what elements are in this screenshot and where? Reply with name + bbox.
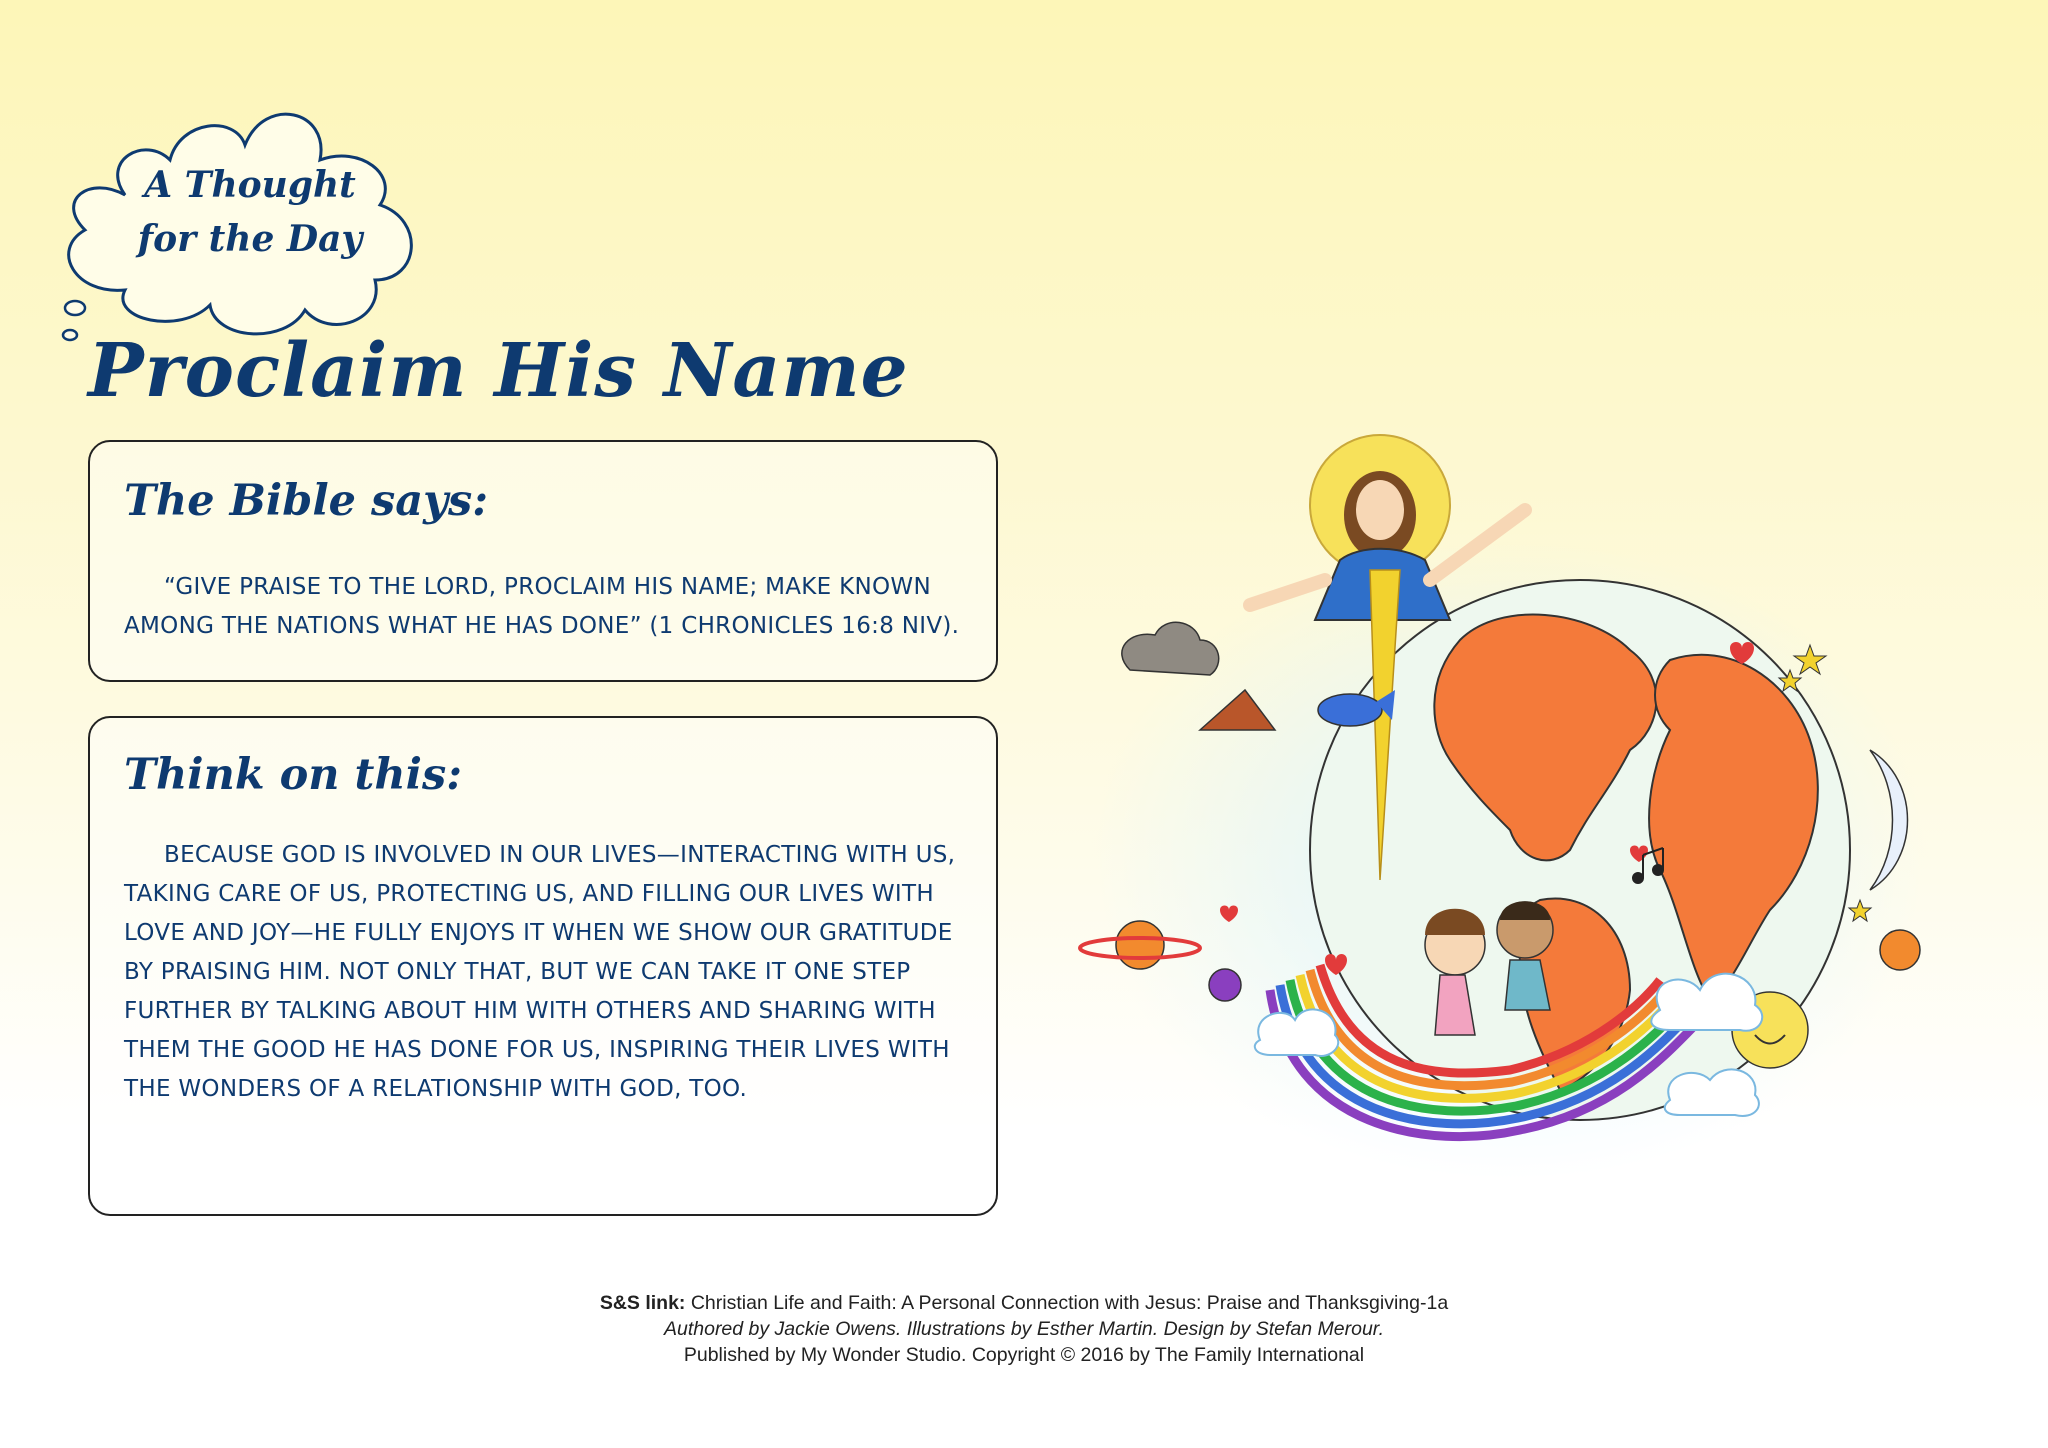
- think-heading: Think on this:: [124, 750, 463, 800]
- think-paragraph: [124, 836, 976, 1109]
- footer-link-text: Christian Life and Faith: A Personal Connection with Jesus: Praise and Thanksgiving-1a: [690, 1292, 1449, 1314]
- page-title: Proclaim His Name: [88, 328, 909, 414]
- footer: [0, 1290, 2048, 1368]
- footer-copyright: Published by My Wonder Studio. Copyright © 2016 by The Family International: [683, 1344, 1365, 1366]
- cloud-line-2: for the Day: [137, 218, 363, 260]
- bible-says-panel: [88, 440, 998, 682]
- footer-credits: Authored by Jackie Owens. Illustrations by Esther Martin. Design by Stefan Merour.: [663, 1318, 1384, 1340]
- think-body: BECAUSE GOD IS INVOLVED IN OUR LIVES—INTERACTING WITH US, TAKING CARE OF US, PROTECTING US, AND FILLING OUR LIVES WITH LOVE AND JOY—HE FULLY ENJOYS IT WHEN WE SHOW OUR GRATITUDE BY PRAISING HIM. NOT ONLY THAT, BUT WE CAN TAKE IT ONE STEP FURTHER BY TALKING ABOUT HIM WITH OTHERS AND SHARING WITH THEM THE GOOD HE HAS DONE FOR US, INSPIRING THEIR LIVES WITH THE WONDERS OF A RELATIONSHIP WITH GOD, TOO.: [124, 842, 956, 1102]
- footer-link-label: S&S link:: [599, 1292, 686, 1314]
- bible-verse: “GIVE PRAISE TO THE LORD, PROCLAIM HIS NAME; MAKE KNOWN AMONG THE NATIONS WHAT HE HAS DONE” (1 CHRONICLES 16:8 NIV).: [124, 574, 960, 639]
- think-on-this-panel: [88, 716, 998, 1216]
- cloud-caption: [130, 158, 370, 266]
- cloud-line-1: A Thought: [144, 164, 356, 206]
- bible-verse-paragraph: [124, 568, 976, 646]
- footer-link-line: [0, 1290, 2048, 1316]
- illustration: [1070, 430, 1930, 1190]
- bible-heading: The Bible says:: [124, 476, 489, 526]
